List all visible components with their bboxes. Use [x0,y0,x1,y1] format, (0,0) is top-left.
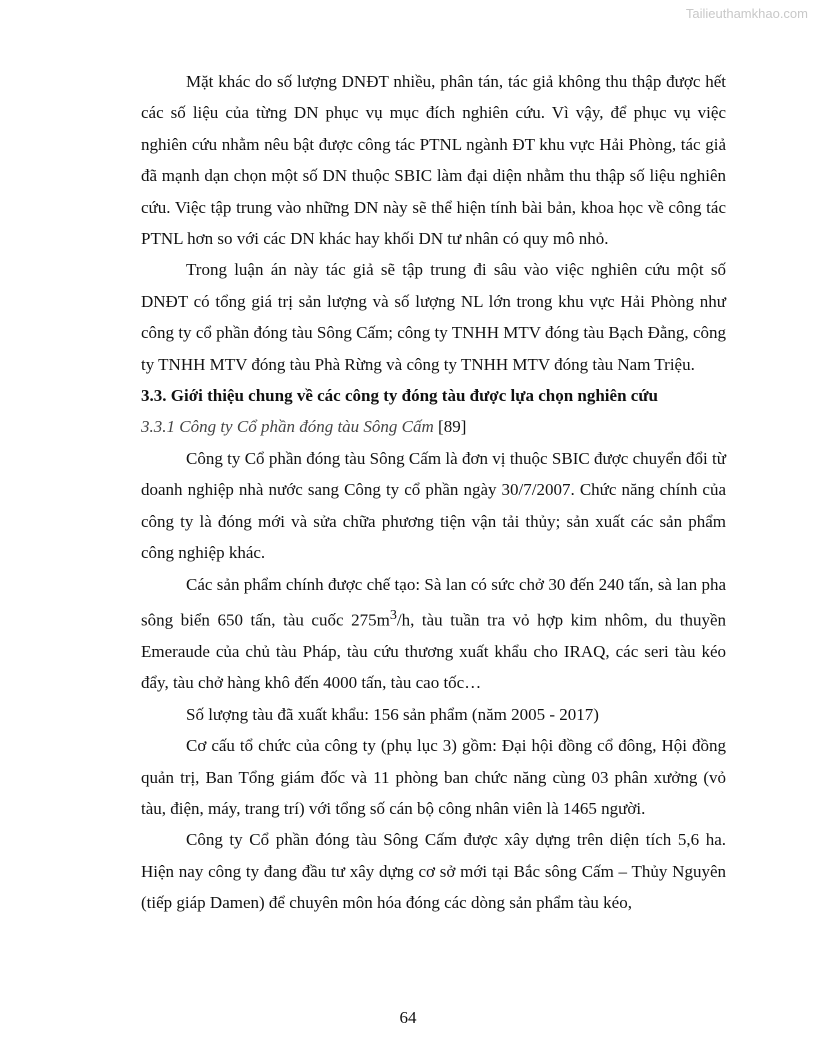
paragraph-data-limitation: Mặt khác do số lượng DNĐT nhiều, phân tán, tác giả không thu thập được hết các số liệu của từng DN phục vụ mục đích nghiên cứu. Vì vậy, để phục vụ việc nghiên cứu nhằm nêu bật được công tác PTNL ngành ĐT khu vực Hải Phòng, tác giả đã mạnh dạn chọn một số DN thuộc SBIC làm đại diện nhằm thu thập số liệu nghiên cứu. Việc tập trung vào những DN này sẽ thể hiện tính bài bản, khoa học về công tác PTNL hơn so với các DN khác hay khối DN tư nhân có quy mô nhỏ. [141,72,726,249]
products-text-end: /h, tàu tuần tra vỏ hợp kim nhôm, du thuyền Emeraude của chủ tàu Pháp, tàu cứu thương xuất khẩu cho IRAQ, các seri tàu kéo đẩy, tàu chở hàng khô đến 4000 tấn, tàu cao tốc… [141,610,726,693]
page-number: 64 [399,1008,417,1027]
paragraph-company-intro: Công ty Cổ phần đóng tàu Sông Cấm là đơn vị thuộc SBIC được chuyển đổi từ doanh nghiệp nhà nước sang Công ty cổ phần ngày 30/7/2007. Chức năng chính của công ty là đóng mới và sửa chữa phương tiện vận tải thủy; sản xuất các sản phẩm công nghiệp khác. [141,448,726,563]
paragraph-org-structure: Cơ cấu tổ chức của công ty (phụ lục 3) gồm: Đại hội đồng cổ đông, Hội đồng quản trị, Ban Tổng giám đốc và 11 phòng ban chức năng cùng 03 phân xưởng (vỏ tàu, điện, máy, trang trí) với tổng số cán bộ công nhân viên là 1465 người. [141,736,726,818]
paragraph-exports: Số lượng tàu đã xuất khẩu: 156 sản phẩm (năm 2005 - 2017) [186,704,599,724]
superscript: 3 [389,606,397,623]
subsection-title: 3.3.1 Công ty Cổ phần đóng tàu Sông Cấm [141,417,434,437]
watermark: Tailieuthamkhao.com [685,6,808,21]
citation-ref: [89] [438,417,467,437]
paragraph-research-focus: Trong luận án này tác giả sẽ tập trung đi sâu vào việc nghiên cứu một số DNĐT có tổng giá trị sản lượng và số lượng NL lớn trong khu vực Hải Phòng như công ty cổ phần đóng tàu Sông Cấm; công ty TNHH MTV đóng tàu Bạch Đằng, công ty TNHH MTV đóng tàu Phà Rừng và công ty TNHH MTV đóng tàu Nam Triệu. [141,260,726,374]
section-heading: 3.3. Giới thiệu chung về các công ty đóng tàu được lựa chọn nghiên cứu [141,386,658,406]
products-text-start: Các sản phẩm chính được chế tạo: Sà lan có sức chở 30 đến 240 tấn, sà lan pha sông biển 650 tấn, tàu cuốc 275m [141,574,726,630]
document-body [141,66,726,919]
subsection-heading [141,411,726,442]
paragraph-products [141,569,726,699]
paragraph-facilities: Công ty Cổ phần đóng tàu Sông Cấm được xây dựng trên diện tích 5,6 ha. Hiện nay công ty đang đầu tư xây dựng cơ sở mới tại Bắc sông Cấm – Thủy Nguyên (tiếp giáp Damen) để chuyên môn hóa đóng các dòng sản phẩm tàu kéo, [141,830,726,913]
